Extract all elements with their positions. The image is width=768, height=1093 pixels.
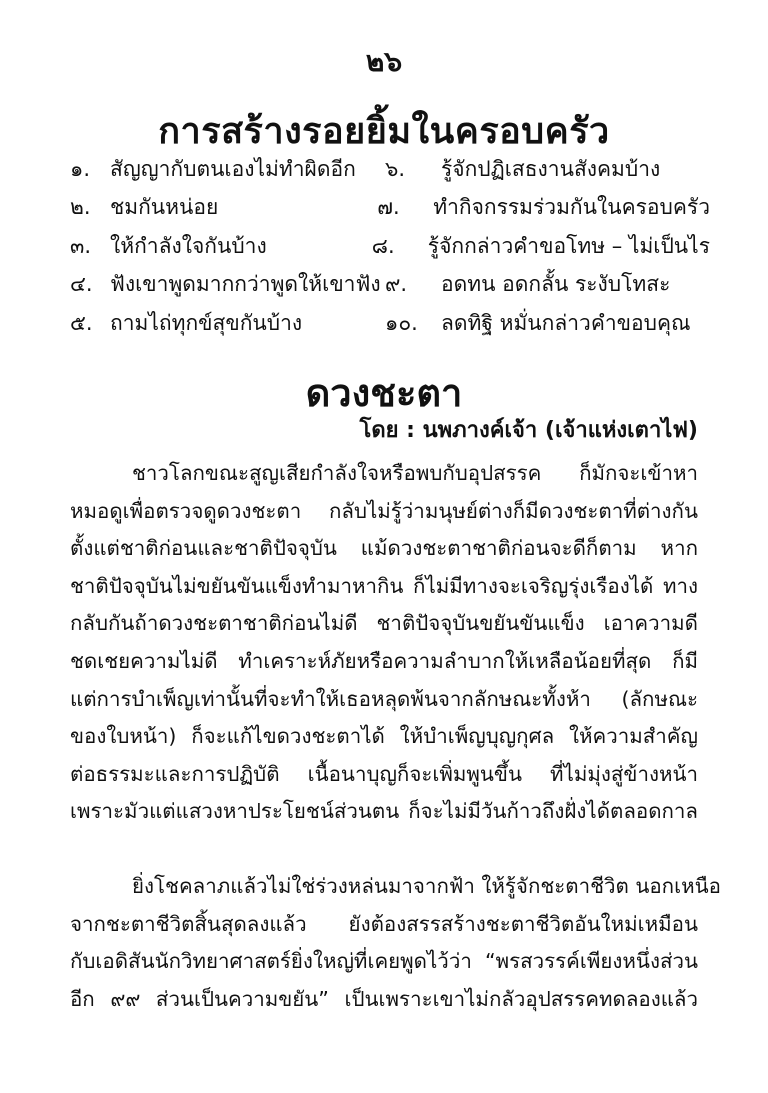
item-text: ทำกิจกรรมร่วมกันในครอบครัว [433, 195, 710, 220]
item-number: ๑๐. [385, 310, 418, 335]
list-item [385, 153, 660, 186]
author-byline: โดย : นพภางค์เจ้า (เจ้าแห่งเตาไฟ) [359, 418, 698, 443]
item-text: ลดทิฐิ หมั่นกล่าวคำขอบคุณ [441, 310, 691, 335]
paragraph-line: ยิ่งโชคลาภแล้วไม่ใช่ร่วงหล่นมาจากฟ้า ให้รู้จักชะตาชีวิต นอกเหนือ [132, 874, 721, 898]
item-number: ๕. [70, 310, 93, 335]
item-text: รู้จักกล่าวคำขอโทษ – ไม่เป็นไร [427, 233, 710, 258]
item-text: อดทน อดกลั้น ระงับโทสะ [441, 272, 671, 297]
paragraph-line: แต่การบำเพ็ญเท่านั้นที่จะทำให้เธอหลุดพ้นจากลักษณะทั้งห้า (ลักษณะ [70, 686, 698, 711]
item-number: ๘. [371, 233, 395, 258]
item-text: รู้จักปฏิเสธงานสังคมบ้าง [441, 156, 661, 181]
item-text: ฟังเขาพูดมากกว่าพูดให้เขาฟัง [110, 272, 381, 297]
paragraph-line: กลับกันถ้าดวงชะตาชาติก่อนไม่ดี ชาติปัจจุบันขยันขันแข็ง เอาความดี [70, 611, 698, 636]
section-title-family-smiles: การสร้างรอยยิ้มในครอบครัว [158, 111, 610, 152]
list-item [372, 230, 710, 263]
paragraph-line: ตั้งแต่ชาติก่อนและชาติปัจจุบัน แม้ดวงชะตาชาติก่อนจะดีก็ตาม หาก [70, 536, 698, 561]
body-paragraph [70, 868, 721, 1018]
paragraph-line: ชดเชยความไม่ดี ทำเคราะห์ภัยหรือความลำบากให้เหลือน้อยที่สุด ก็มี [70, 648, 698, 673]
paragraph-line: ชาวโลกขณะสูญเสียกำลังใจหรือพบกับอุปสรรค ก็มักจะเข้าหา [132, 461, 698, 485]
item-number: ๗. [377, 195, 400, 220]
item-number: ๒. [70, 195, 91, 220]
item-text: ให้กำลังใจกันบ้าง [110, 233, 267, 258]
item-number: ๔. [70, 272, 93, 297]
item-number: ๑. [70, 156, 91, 181]
list-row [70, 304, 710, 343]
item-text: สัญญากับตนเองไม่ทำผิดอีก [110, 156, 356, 181]
list-item [70, 153, 385, 186]
list-item [70, 230, 372, 263]
list-row [70, 189, 710, 228]
list-item [377, 191, 710, 224]
body-paragraph [70, 455, 698, 831]
list-row [70, 227, 710, 266]
list-row [70, 266, 710, 305]
list-item [70, 307, 385, 340]
list-item [70, 191, 377, 224]
paragraph-line: อีก ๙๙ ส่วนเป็นความขยัน” เป็นเพราะเขาไม่กลัวอุปสรรคทดลองแล้ว [70, 986, 698, 1011]
tips-list [70, 150, 710, 343]
item-text: ชมกันหน่อย [110, 195, 219, 220]
item-number: ๓. [70, 233, 92, 258]
paragraph-line: เพราะมัวแต่แสวงหาประโยชน์ส่วนตน ก็จะไม่มีวันก้าวถึงฝั่งได้ตลอดกาล [70, 799, 698, 824]
paragraph-line: กับเอดิสันนักวิทยาศาสตร์ยิ่งใหญ่ที่เคยพูดไว้ว่า “พรสวรรค์เพียงหนึ่งส่วน [70, 949, 698, 974]
list-item [385, 268, 670, 301]
item-number: ๖. [385, 156, 406, 181]
list-row [70, 150, 710, 189]
item-text: ถามไถ่ทุกข์สุขกันบ้าง [110, 310, 303, 335]
list-item [70, 268, 385, 301]
list-item [385, 307, 691, 340]
paragraph-line: จากชะตาชีวิตสิ้นสุดลงแล้ว ยังต้องสรรสร้างชะตาชีวิตอันใหม่เหมือน [70, 911, 698, 936]
section-title-horoscope: ดวงชะตา [305, 371, 463, 415]
paragraph-line: ชาติปัจจุบันไม่ขยันขันแข็งทำมาหากิน ก็ไม่มีทางจะเจริญรุ่งเรืองได้ ทาง [70, 573, 698, 598]
paragraph-line: ต่อธรรมะและการปฏิบัติ เนื้อนาบุญก็จะเพิ่มพูนขึ้น ที่ไม่มุ่งสู่ข้างหน้า [70, 761, 698, 786]
page-number: ๒๖ [365, 45, 403, 78]
paragraph-line: ของใบหน้า) ก็จะแก้ไขดวงชะตาได้ ให้บำเพ็ญบุญกุศล ให้ความสำคัญ [70, 724, 698, 749]
item-number: ๙. [385, 272, 408, 297]
paragraph-line: หมอดูเพื่อตรวจดูดวงชะตา กลับไม่รู้ว่ามนุษย์ต่างก็มีดวงชะตาที่ต่างกัน [70, 498, 698, 523]
